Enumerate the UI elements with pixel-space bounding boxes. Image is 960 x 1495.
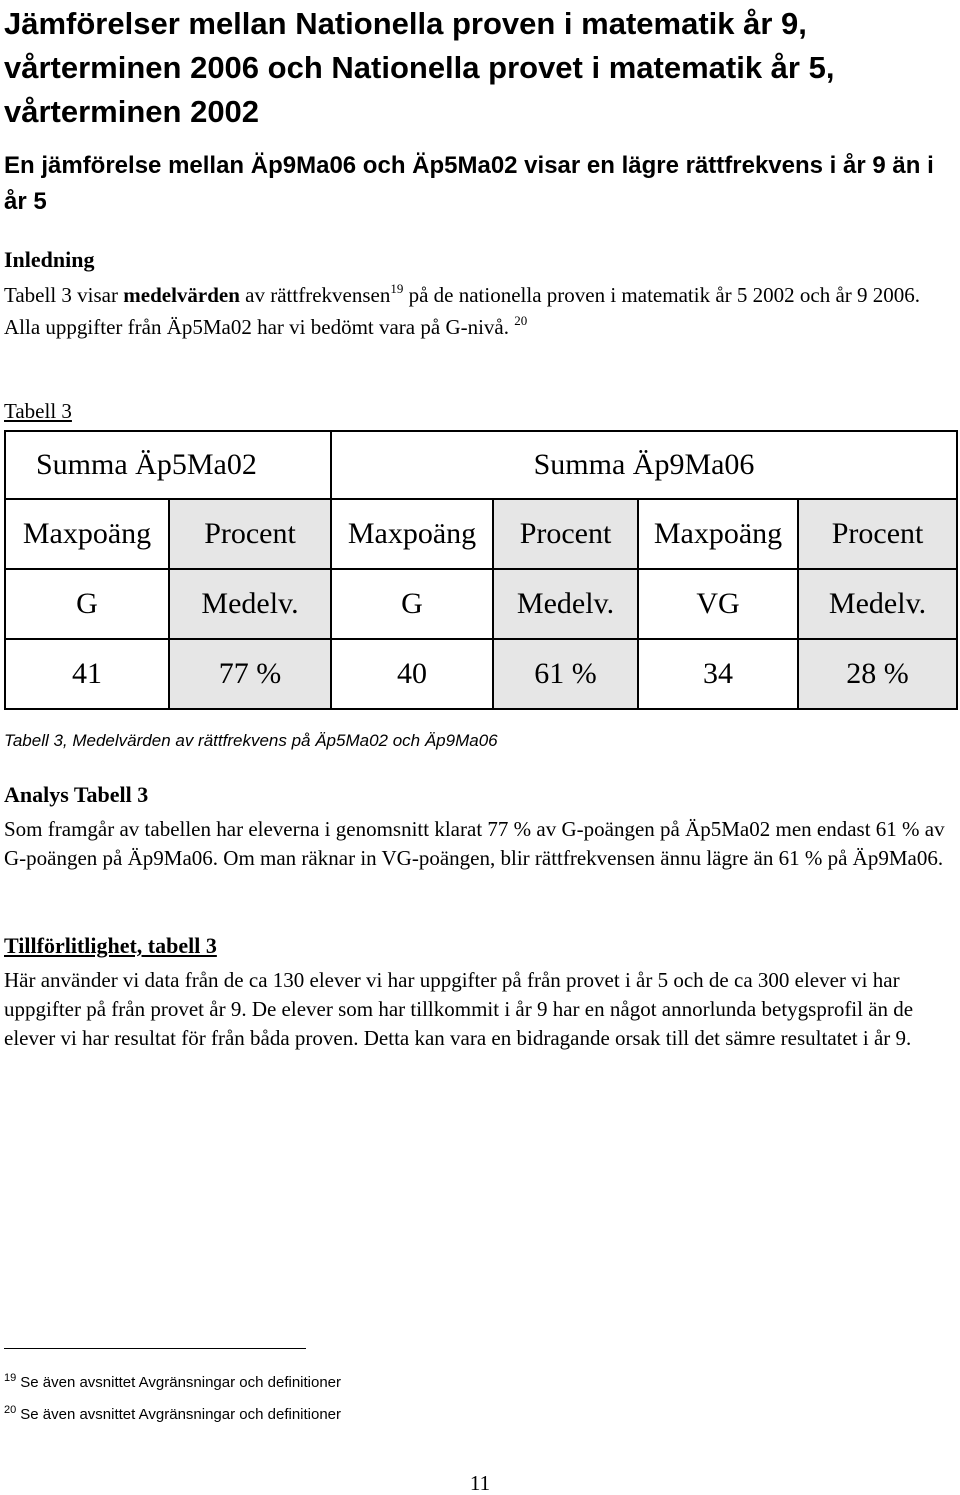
column-header: Procent (169, 499, 331, 569)
table-cell: 28 % (798, 639, 957, 709)
column-header: Maxpoäng (5, 499, 169, 569)
group-header-ap9ma06: Summa Äp9Ma06 (331, 431, 957, 499)
footnote-text: Se även avsnittet Avgränsningar och definitioner (20, 1406, 342, 1423)
table-row (5, 639, 957, 709)
intro-text-part3: på de nationella proven i matematik år 5 2002 och år 9 2006. Alla uppgifter från Äp5Ma02 har vi bedömt vara på G-nivå. (4, 283, 921, 339)
sub-header: Medelv. (493, 569, 638, 639)
footnote-ref-20[interactable]: 20 (514, 313, 528, 328)
group-header-ap5ma02: Summa Äp5Ma02 (5, 431, 331, 499)
table-subheader-row (5, 569, 957, 639)
column-header: Maxpoäng (331, 499, 493, 569)
sub-header: Medelv. (169, 569, 331, 639)
document-subtitle: En jämförelse mellan Äp9Ma06 och Äp5Ma02 visar en lägre rättfrekvens i år 9 än i år 5 (4, 152, 934, 215)
table-cell: 61 % (493, 639, 638, 709)
table-cell: 77 % (169, 639, 331, 709)
footnote-19 (4, 1373, 341, 1393)
table-cell: 40 (331, 639, 493, 709)
results-table (4, 430, 958, 710)
page-number: 11 (469, 1471, 491, 1495)
column-header: Maxpoäng (638, 499, 798, 569)
document-title: Jämförelser mellan Nationella proven i matematik år 9, vårterminen 2006 och Nationella provet i matematik år 5, vårterminen 2002 (4, 6, 835, 129)
sub-header: VG (638, 569, 798, 639)
footnote-number: 19 (4, 1372, 17, 1384)
column-header: Procent (798, 499, 957, 569)
table-group-header-row (5, 431, 957, 499)
reliability-paragraph: Här använder vi data från de ca 130 elever vi har uppgifter på från provet i år 5 och de ca 300 elever vi har uppgifter på från provet år 9. De elever som har tillkommit i år 9 har en något annorlunda betygsprofil än de elever vi har resultat för från båda proven. Detta kan vara en bidragande orsak till det sämre resultatet i år 9. (4, 968, 914, 1050)
table-caption-bottom: Tabell 3, Medelvärden av rättfrekvens på Äp5Ma02 och Äp9Ma06 (4, 731, 498, 750)
footnote-divider (4, 1348, 306, 1349)
intro-heading: Inledning (4, 247, 95, 272)
reliability-heading: Tillförlitlighet, tabell 3 (4, 933, 217, 958)
table-cell: 34 (638, 639, 798, 709)
intro-text-part1: Tabell 3 visar (4, 283, 124, 307)
footnote-text: Se även avsnittet Avgränsningar och definitioner (20, 1374, 342, 1391)
analysis-paragraph: Som framgår av tabellen har eleverna i genomsnitt klarat 77 % av G-poängen på Äp5Ma02 men endast 61 % av G-poängen på Äp9Ma06. Om man räknar in VG-poängen, blir rättfrekvensen ännu lägre än 61 % på Äp9Ma06. (4, 817, 945, 870)
column-header: Procent (493, 499, 638, 569)
intro-paragraph (4, 279, 959, 343)
table-caption-top: Tabell 3 (4, 399, 72, 423)
sub-header: G (5, 569, 169, 639)
footnote-ref-19[interactable]: 19 (390, 281, 404, 296)
intro-text-bold: medelvärden (123, 283, 240, 307)
analysis-heading: Analys Tabell 3 (4, 782, 149, 807)
intro-text-part2: av rättfrekvensen (239, 283, 391, 307)
table-cell: 41 (5, 639, 169, 709)
footnote-number: 20 (4, 1404, 17, 1416)
footnote-20 (4, 1405, 341, 1425)
sub-header: G (331, 569, 493, 639)
sub-header: Medelv. (798, 569, 957, 639)
table-column-header-row (5, 499, 957, 569)
